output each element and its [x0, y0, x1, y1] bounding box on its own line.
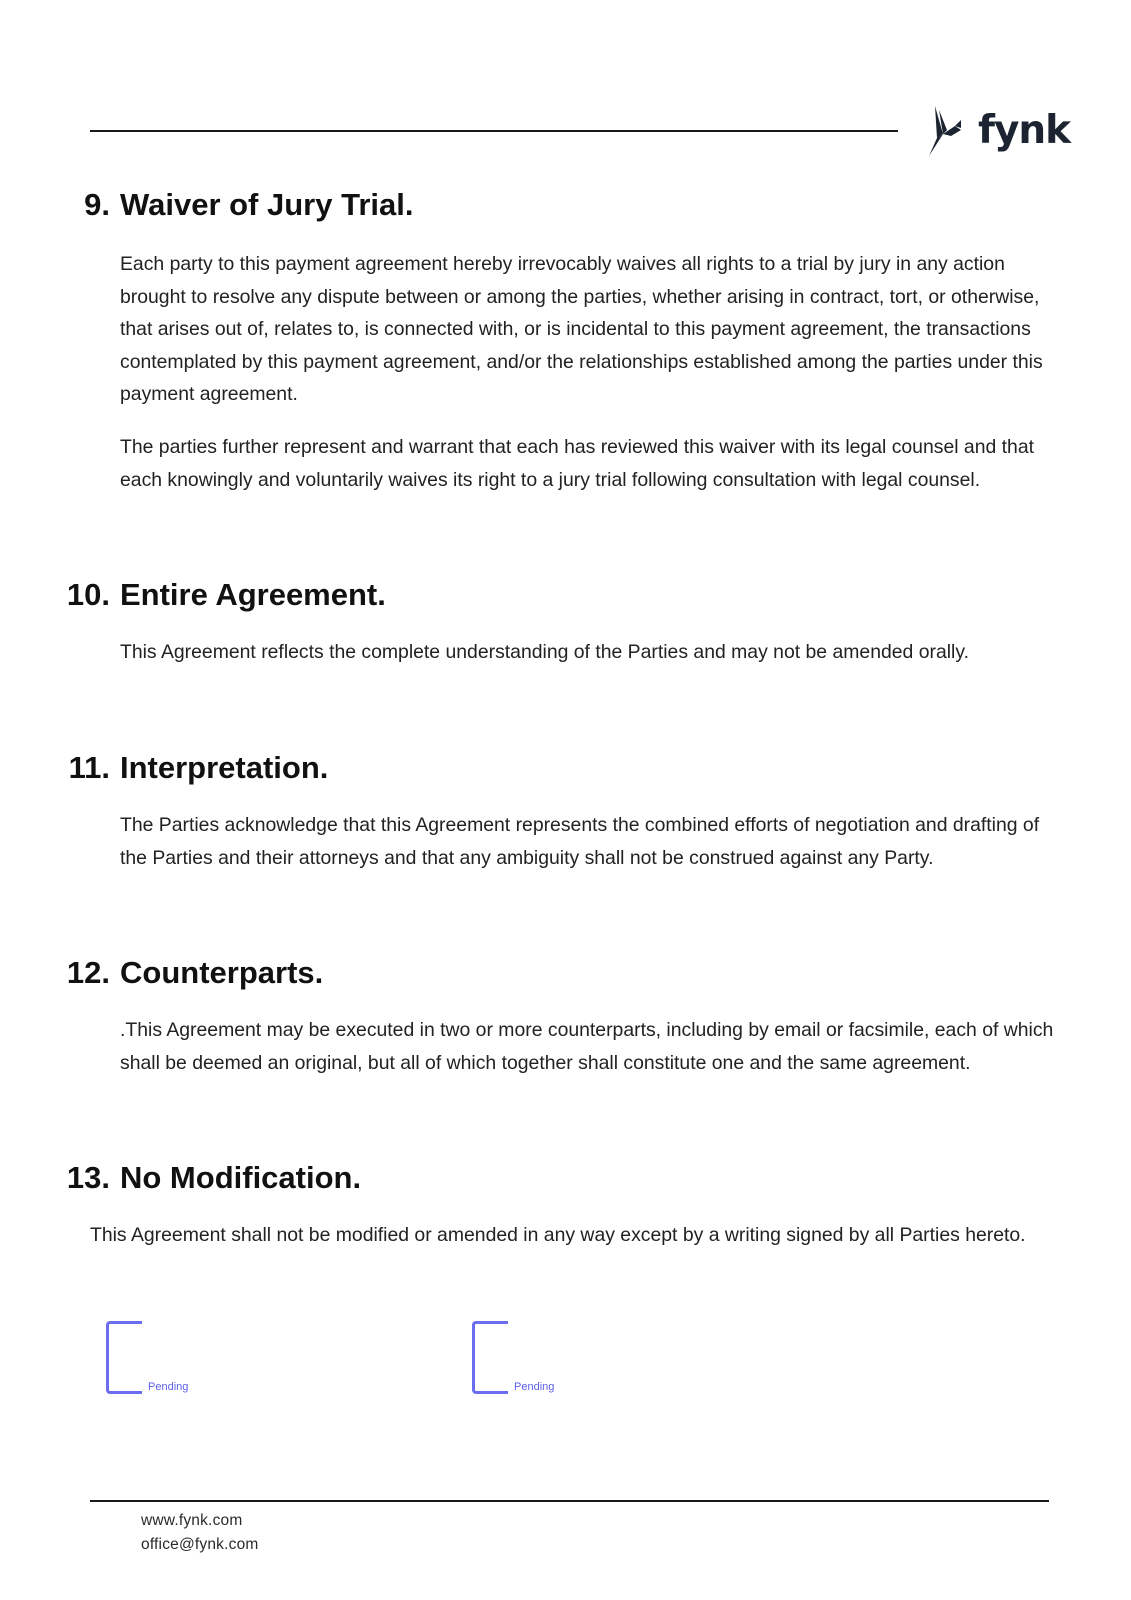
section-13-paragraph: This Agreement shall not be modified or amended in any way except by a writing signed by all Parties hereto.	[90, 1224, 1026, 1246]
section-10-paragraph: This Agreement reflects the complete understanding of the Parties and may not be amended orally.	[120, 641, 970, 663]
signature-status: Pending	[148, 1381, 189, 1393]
section-11-paragraph: The Parties acknowledge that this Agreement represents the combined efforts of negotiation and drafting of the Parties and their attorneys and that any ambiguity shall not be construed against any Party.	[120, 814, 1040, 869]
signature-bracket	[106, 1321, 142, 1394]
section-11-title	[68, 748, 329, 788]
fynk-bird-icon	[921, 104, 973, 160]
section-9-title	[84, 185, 414, 225]
section-9-paragraph-1: Each party to this payment agreement hereby irrevocably waives all rights to a trial by jury in any action brought to resolve any dispute between or among the parties, whether arising in contract, tort, or otherwise, that arises out of, relates to, is connected with, or is incidental to this payment agreement, the transactions contemplated by this payment agreement, and/or the relationships established among the parties under this payment agreement.	[120, 253, 1043, 405]
section-heading: Interpretation.	[120, 750, 329, 785]
section-number: 12.	[66, 955, 110, 990]
header-divider	[90, 130, 898, 132]
section-heading: Counterparts.	[120, 955, 324, 990]
section-number: 10.	[66, 577, 110, 612]
section-number: 11.	[68, 750, 110, 785]
signature-field-2[interactable]	[472, 1321, 555, 1393]
section-heading: Waiver of Jury Trial.	[120, 187, 414, 222]
signature-status: Pending	[514, 1381, 555, 1393]
section-number: 13.	[66, 1160, 110, 1195]
section-12-title	[66, 953, 324, 993]
section-13-title	[66, 1158, 362, 1198]
signature-bracket	[472, 1321, 508, 1394]
section-12-paragraph: .This Agreement may be executed in two or more counterparts, including by email or facsimile, each of which shall be deemed an original, but all of which together shall constitute one and the same agreement.	[120, 1019, 1054, 1074]
section-heading: No Modification.	[120, 1160, 362, 1195]
section-heading: Entire Agreement.	[120, 577, 386, 612]
section-number: 9.	[84, 187, 110, 222]
brand-name: fynk	[978, 108, 1071, 153]
signature-field-1[interactable]	[106, 1321, 189, 1393]
footer-divider	[90, 1500, 1049, 1502]
footer-website[interactable]: www.fynk.com	[141, 1512, 243, 1529]
footer-email[interactable]: office@fynk.com	[141, 1536, 259, 1553]
section-10-title	[66, 575, 386, 615]
section-9-paragraph-2: The parties further represent and warrant that each has reviewed this waiver with its legal counsel and that each knowingly and voluntarily waives its right to a jury trial following consultation with legal counsel.	[120, 436, 1035, 491]
fynk-logo	[921, 104, 1071, 160]
